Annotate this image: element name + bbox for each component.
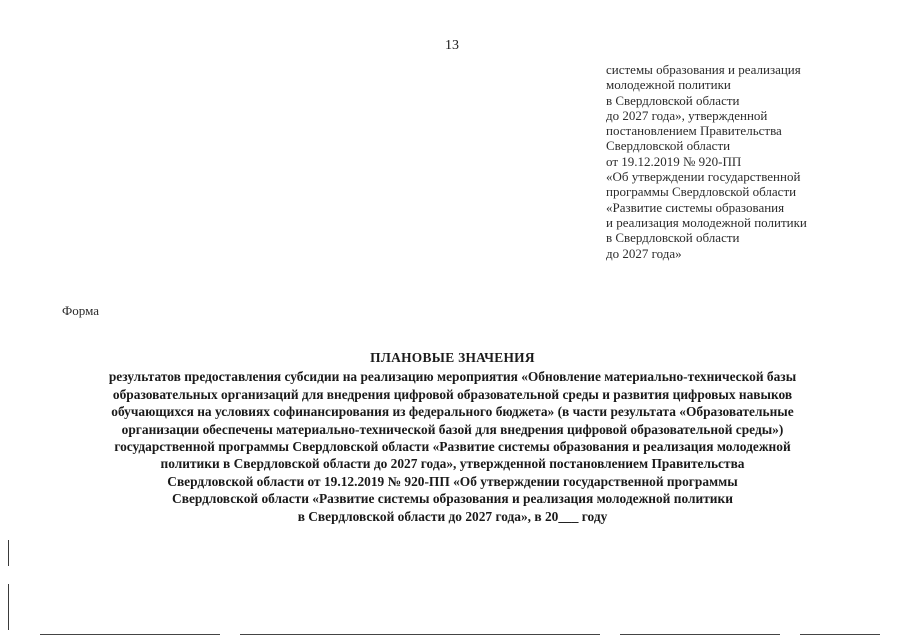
document-title-block — [50, 349, 855, 525]
title-line: политики в Свердловской области до 2027 года», утвержденной постановлением Правительства — [160, 456, 745, 472]
form-label: Форма — [62, 303, 99, 318]
stamp-line: до 2027 года» — [606, 245, 682, 261]
stamp-line: «Развитие системы образования — [606, 199, 785, 215]
stamp-line: и реализация молодежной политики — [606, 214, 807, 230]
table-border-left-top — [8, 540, 9, 566]
approval-stamp-block — [606, 62, 896, 261]
stamp-line: системы образования и реализация — [606, 62, 801, 77]
title-line: образовательных организаций для внедрения цифровой образовательной среды и развития цифровых навыков — [112, 386, 793, 402]
page-number: 13 — [445, 38, 459, 53]
title-line: государственной программы Свердловской области «Развитие системы образования и реализация молодежной — [114, 439, 791, 455]
table-border-bottom — [620, 634, 780, 635]
title-line: Свердловской области «Развитие системы образования и реализация молодежной политики — [172, 491, 733, 507]
stamp-line: в Свердловской области — [606, 230, 740, 246]
stamp-line: молодежной политики — [606, 77, 731, 93]
title-line: в Свердловской области до 2027 года», в 20___ году — [297, 508, 608, 524]
title-line: Свердловской области от 19.12.2019 № 920-ПП «Об утверждении государственной программы — [167, 473, 738, 489]
document-heading: ПЛАНОВЫЕ ЗНАЧЕНИЯ — [370, 350, 535, 365]
table-border-left-bottom — [8, 584, 9, 630]
stamp-line: Свердловской области — [606, 138, 731, 154]
title-line: результатов предоставления субсидии на реализацию мероприятия «Обновление материально-технической базы — [108, 369, 797, 385]
stamp-line: от 19.12.2019 № 920-ПП — [606, 153, 742, 169]
title-line: организации обеспечены материально-технической базой для внедрения цифровой образовательной среды») — [121, 421, 784, 437]
stamp-line: постановлением Правительства — [606, 123, 782, 139]
stamp-line: «Об утверждении государственной — [606, 169, 801, 185]
stamp-line: в Свердловской области — [606, 92, 740, 108]
title-line: обучающихся на условиях софинансирования из федерального бюджета» (в части результата «Образовательные — [111, 404, 794, 420]
table-border-bottom — [800, 634, 880, 635]
stamp-line: программы Свердловской области — [606, 184, 797, 200]
table-border-bottom — [40, 634, 220, 635]
table-border-bottom — [240, 634, 600, 635]
stamp-line: до 2027 года», утвержденной — [606, 107, 768, 123]
